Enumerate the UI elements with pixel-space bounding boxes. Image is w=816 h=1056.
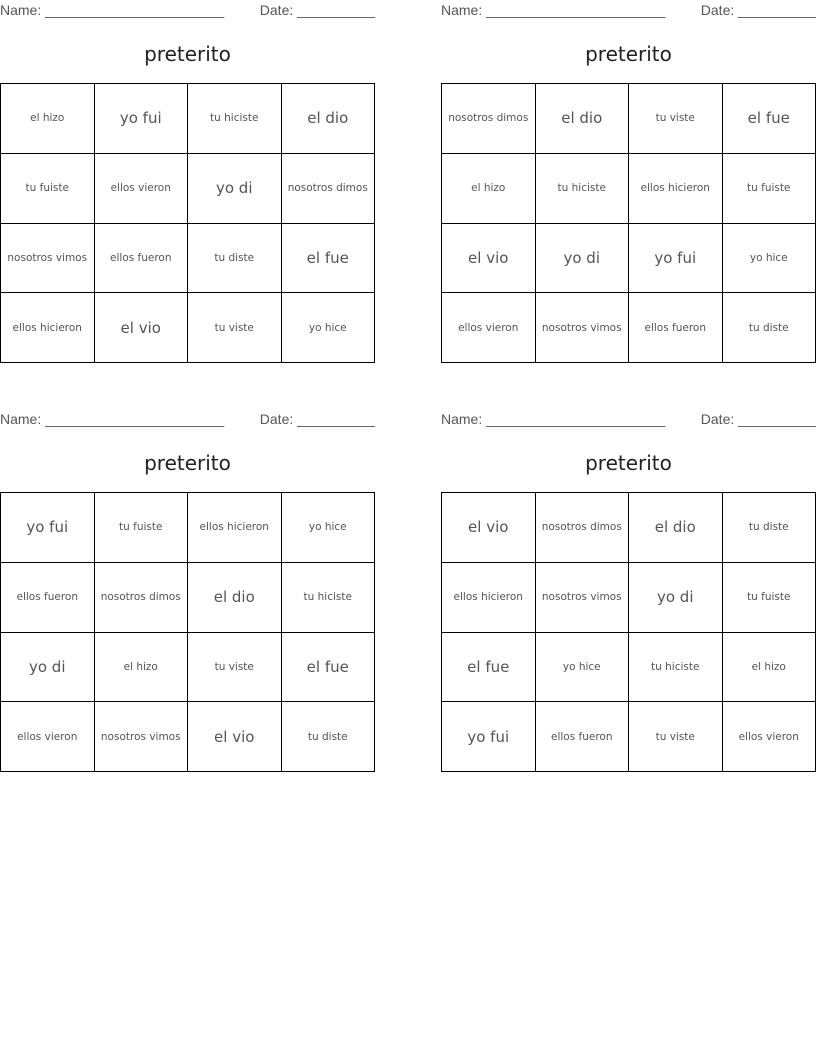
bingo-cell: tu hiciste — [188, 84, 282, 154]
bingo-cell: nosotros dimos — [442, 84, 536, 154]
bingo-cell: el dio — [282, 84, 376, 154]
bingo-cell: ellos vieron — [95, 154, 189, 224]
bingo-grid — [441, 83, 816, 363]
bingo-cell: ellos hicieron — [188, 493, 282, 563]
bingo-cell: ellos fueron — [1, 563, 95, 633]
bingo-cell: tu hiciste — [282, 563, 376, 633]
bingo-cell: tu fuiste — [723, 563, 816, 633]
name-field-label: Name: _______________________ — [0, 411, 225, 427]
bingo-cell: tu fuiste — [95, 493, 189, 563]
bingo-cell: el dio — [188, 563, 282, 633]
bingo-cell: tu viste — [629, 702, 723, 772]
bingo-cell: nosotros dimos — [282, 154, 376, 224]
bingo-cell: yo di — [1, 633, 95, 703]
bingo-cell: el dio — [629, 493, 723, 563]
bingo-card-4 — [441, 409, 816, 746]
card-title: preterito — [585, 42, 672, 66]
bingo-cell: el dio — [536, 84, 630, 154]
bingo-cell: yo di — [536, 224, 630, 294]
bingo-cell: yo hice — [282, 493, 376, 563]
bingo-cell: ellos fueron — [629, 293, 723, 363]
bingo-cell: yo fui — [442, 702, 536, 772]
bingo-cell: el fue — [282, 224, 376, 294]
bingo-cell: ellos hicieron — [629, 154, 723, 224]
date-field-label: Date: __________ — [259, 2, 375, 18]
bingo-cell: yo fui — [629, 224, 723, 294]
bingo-grid — [0, 492, 375, 772]
bingo-cell: el hizo — [442, 154, 536, 224]
bingo-cell: tu hiciste — [536, 154, 630, 224]
bingo-cell: el fue — [282, 633, 376, 703]
bingo-cell: ellos vieron — [442, 293, 536, 363]
bingo-cell: yo hice — [282, 293, 376, 363]
card-header — [441, 0, 816, 22]
bingo-cell: el vio — [442, 224, 536, 294]
bingo-cell: el vio — [188, 702, 282, 772]
bingo-cell: nosotros vimos — [536, 563, 630, 633]
date-field-label: Date: __________ — [259, 411, 375, 427]
bingo-cell: tu viste — [629, 84, 723, 154]
card-header — [0, 0, 375, 22]
bingo-cell: tu diste — [282, 702, 376, 772]
bingo-cell: tu hiciste — [629, 633, 723, 703]
bingo-cell: el hizo — [1, 84, 95, 154]
bingo-card-3 — [0, 409, 375, 746]
card-header — [441, 409, 816, 431]
bingo-cell: ellos fueron — [95, 224, 189, 294]
bingo-cell: nosotros vimos — [536, 293, 630, 363]
bingo-cell: yo hice — [536, 633, 630, 703]
date-field-label: Date: __________ — [700, 411, 816, 427]
bingo-cell: el fue — [442, 633, 536, 703]
bingo-card-1 — [0, 0, 375, 337]
bingo-cell: yo di — [629, 563, 723, 633]
bingo-cell: ellos vieron — [723, 702, 816, 772]
card-title: preterito — [144, 42, 231, 66]
bingo-cell: ellos vieron — [1, 702, 95, 772]
bingo-cell: el fue — [723, 84, 816, 154]
bingo-cell: yo di — [188, 154, 282, 224]
bingo-cell: tu fuiste — [723, 154, 816, 224]
bingo-cell: tu viste — [188, 293, 282, 363]
bingo-cell: tu diste — [188, 224, 282, 294]
bingo-cell: yo hice — [723, 224, 816, 294]
bingo-cell: yo fui — [95, 84, 189, 154]
bingo-grid — [0, 83, 375, 363]
bingo-cell: yo fui — [1, 493, 95, 563]
card-header — [0, 409, 375, 431]
bingo-cell: nosotros dimos — [95, 563, 189, 633]
bingo-cell: nosotros vimos — [95, 702, 189, 772]
bingo-card-2 — [441, 0, 816, 334]
card-title: preterito — [585, 451, 672, 475]
bingo-cell: el hizo — [95, 633, 189, 703]
bingo-cell: tu diste — [723, 493, 816, 563]
card-title: preterito — [144, 451, 231, 475]
bingo-cell: tu fuiste — [1, 154, 95, 224]
bingo-grid — [441, 492, 816, 772]
date-field-label: Date: __________ — [700, 2, 816, 18]
bingo-cell: tu viste — [188, 633, 282, 703]
bingo-cell: nosotros vimos — [1, 224, 95, 294]
bingo-cell: el hizo — [723, 633, 816, 703]
name-field-label: Name: _______________________ — [441, 2, 666, 18]
bingo-cell: el vio — [442, 493, 536, 563]
name-field-label: Name: _______________________ — [441, 411, 666, 427]
bingo-cell: ellos fueron — [536, 702, 630, 772]
bingo-cell: el vio — [95, 293, 189, 363]
bingo-cell: nosotros dimos — [536, 493, 630, 563]
name-field-label: Name: _______________________ — [0, 2, 225, 18]
bingo-cell: ellos hicieron — [442, 563, 536, 633]
bingo-cell: ellos hicieron — [1, 293, 95, 363]
bingo-cell: tu diste — [723, 293, 816, 363]
